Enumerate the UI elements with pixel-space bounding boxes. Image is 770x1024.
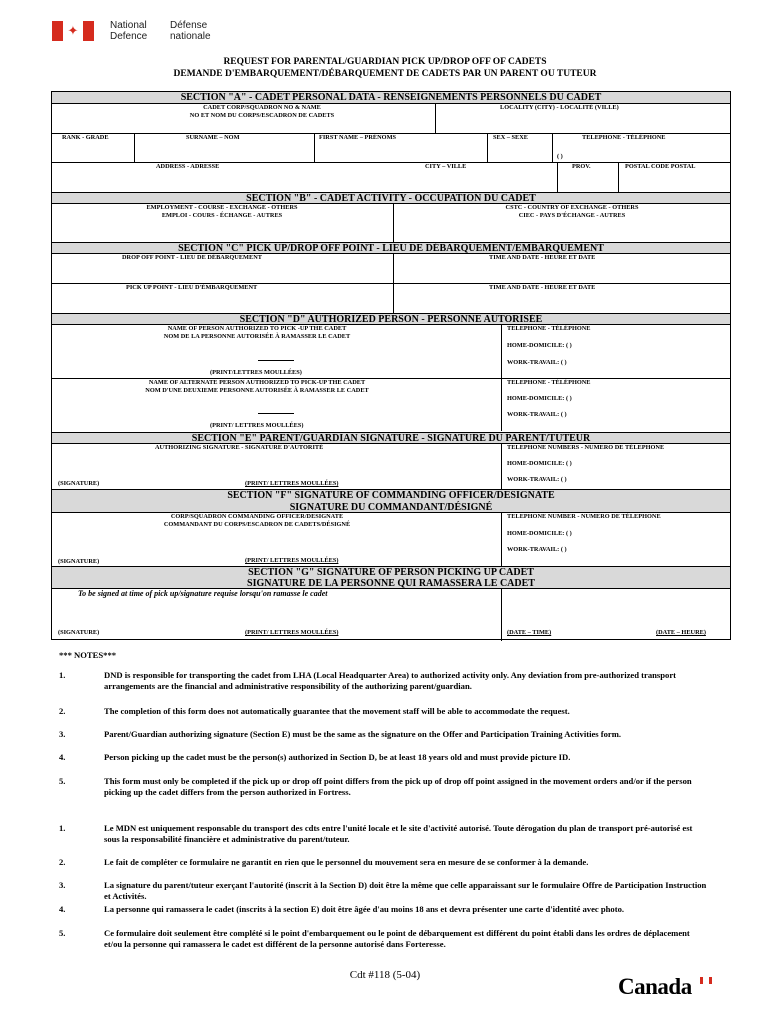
form-title-fr: DEMANDE D'EMBARQUEMENT/DÉBARQUEMENT DE CADETS PAR UN PARENT OU TUTEUR [173, 69, 597, 79]
pick-up-time-label: TIME AND DATE - HEURE ET DATE [489, 284, 596, 291]
parent-signature-label: (SIGNATURE) [58, 480, 100, 487]
pickup-print-label: (PRINT/ LETTRES MOULLÉES) [245, 629, 339, 636]
drop-off-time-label: TIME AND DATE - HEURE ET DATE [489, 254, 596, 261]
alternate-tel-label: TELEPHONE - TÉLÉPHONE [507, 379, 591, 386]
dept-name-fr: Défense nationale [170, 20, 211, 42]
dept-name-en: National Defence [110, 20, 148, 42]
telephone-label: TELEPHONE - TÉLÉPHONE [582, 134, 666, 141]
note-number: 2. [59, 857, 66, 867]
sex-label: SEX – SEXE [493, 134, 528, 141]
rank-label: RANK - GRADE [62, 134, 109, 141]
note-text: Ce formulaire doit seulement être complété si le point d'embarquement ou le point de débarquement est différent du point établi dans les ordres de déplacement et/ou la personne qui ramassera le cadet est différent de la personne autorisé dans Forteresse. [104, 928, 690, 949]
pickup-signature-label: (SIGNATURE) [58, 629, 100, 636]
maple-leaf-icon: ✦ [67, 23, 79, 38]
corp-name-label: CADET CORP/SQUADRON NO & NAME NO ET NOM DU CORPS/ESCADRON DE CADETS [189, 104, 335, 119]
address-label: ADDRESS - ADRESSE [156, 163, 220, 170]
note-text: The completion of this form does not automatically guarantee that the movement staff will be able to accommodate the request. [104, 706, 570, 716]
section-f-heading: SECTION "F" SIGNATURE OF COMMANDING OFFICER/DESIGNATE SIGNATURE DU COMMANDANT/DÉSIGNÉ [52, 489, 730, 513]
note-text: La signature du parent/tuteur exerçant l'autorité (inscrit à la Section D) doit être la même que celle apparaissant sur le formulaire Offre de Participation Instruction et Activités. [104, 880, 707, 901]
alternate-work-label: WORK-TRAVAIL: ( ) [507, 411, 567, 418]
note-number: 2. [59, 706, 66, 716]
authorizing-signature-label: AUTHORIZING SIGNATURE - SIGNATURE D'AUTORITÉ [155, 444, 324, 451]
note-number: 4. [59, 752, 66, 762]
notes-heading: *** NOTES*** [59, 650, 117, 660]
section-g-heading: SECTION "G" SIGNATURE OF PERSON PICKING UP CADET SIGNATURE DE LA PERSONNE QUI RAMASSERA LE CADET [52, 566, 730, 589]
note-number: 1. [59, 670, 66, 680]
locality-label: LOCALITY (CITY) - LOCALITÉ (VILLE) [500, 104, 619, 111]
co-print-label: (PRINT/ LETTRES MOULLÉES) [245, 557, 339, 564]
section-b-heading: SECTION "B" - CADET ACTIVITY - OCCUPATION DU CADET [52, 192, 730, 204]
drop-off-label: DROP OFF POINT - LIEU DE DÉBARQUEMENT [122, 254, 262, 261]
co-signature-label: (SIGNATURE) [58, 558, 100, 565]
canada-flag-icon [52, 21, 94, 41]
surname-label: SURNAME – NOM [186, 134, 240, 141]
parent-tel-label: TELEPHONE NUMBERS - NUMERO DE TÉLEPHONE [507, 444, 665, 451]
alternate-name-label: NAME OF ALTERNATE PERSON AUTHORIZED TO PICK-UP THE CADET NOM D'UNE DEUXIEME PERSONNE AUTORISÉE À RAMASSER LE CADET [145, 379, 369, 394]
first-name-label: FIRST NAME – PRÉNOMS [319, 134, 397, 141]
commanding-officer-label: CORP/SQUADRON COMMANDING OFFICER/DESIGNATE COMMANDANT DU CORPS/ESCADRON DE CADETS/DÉSIGNÉ [163, 513, 351, 528]
section-d-heading: SECTION "D" AUTHORIZED PERSON - PERSONNE AUTORISÉE [52, 313, 730, 325]
form-number: Cdt #118 (5-04) [349, 969, 421, 981]
note-number: 1. [59, 823, 66, 833]
wordmark-flag-icon [700, 977, 712, 984]
print-label-1: (PRINT/LETTRES MOULLÉES) [210, 369, 302, 376]
co-home-label: HOME-DOMICILE: ( ) [507, 530, 572, 537]
note-number: 5. [59, 928, 66, 938]
note-text: La personne qui ramassera le cadet (inscrits à la section E) doit être âgée d'au moins 18 ans et devra présenter une carte d'identité avec photo. [104, 904, 625, 914]
note-text: DND is responsible for transporting the cadet from LHA (Local Headquarter Area) to authorized activity only. Any deviation from pre-authorized transport arrangements are the financial and administrative responsibility of the authorizing parent/guardian. [104, 670, 677, 691]
city-label: CITY – VILLE [425, 163, 467, 170]
note-number: 3. [59, 880, 66, 890]
note-number: 4. [59, 904, 66, 914]
employment-label: EMPLOYMENT - COURSE - EXCHANGE - OTHERS EMPLOI - COURS - ÉCHANGE - AUTRES [146, 204, 298, 219]
note-number: 3. [59, 729, 66, 739]
pickup-date-time-label: (DATE – TIME) [507, 629, 552, 636]
authorized-home-label: HOME-DOMICILE: ( ) [507, 342, 572, 349]
authorized-tel-label: TELEPHONE - TÉLÉPHONE [507, 325, 591, 332]
authorized-work-label: WORK-TRAVAIL: ( ) [507, 359, 567, 366]
pick-up-label: PICK UP POINT - LIEU D'ÉMBARQUEMENT [126, 284, 258, 291]
parent-print-label: (PRINT/ LETTRES MOULLÉES) [245, 480, 339, 487]
prov-label: PROV. [572, 163, 591, 170]
pickup-instruction: To be signed at time of pick up/signature requise lorsqu'on ramasse le cadet [78, 589, 328, 598]
authorized-name-label: NAME OF PERSON AUTHORIZED TO PICK -UP THE CADET NOM DE LA PERSONNE AUTORISÉE À RAMASSER LE CADET [163, 325, 351, 340]
print-label-2: (PRINT/ LETTRES MOULLÉES) [210, 422, 304, 429]
note-text: Person picking up the cadet must be the person(s) authorized in Section D, be at least 18 years old and must provide picture ID. [104, 752, 571, 762]
note-text: This form must only be completed if the pick up or drop off point differs from the pick up of drop off point assigned in the movement orders and/or if the person picking up the cadet differs from the person authorized in Fortress. [104, 776, 692, 797]
form-body [51, 91, 731, 640]
telephone-area-code: ( ) [557, 153, 563, 160]
canada-wordmark: Canada [618, 974, 692, 999]
note-text: Le fait de compléter ce formulaire ne garantit en rien que le personnel du mouvement sera en mesure de se conformer à la demande. [104, 857, 589, 867]
note-number: 5. [59, 776, 66, 786]
parent-home-label: HOME-DOMICILE: ( ) [507, 460, 572, 467]
pickup-date-heure-label: (DATE – HEURE) [656, 629, 706, 636]
section-c-heading: SECTION "C" PICK UP/DROP OFF POINT - LIEU DE DÉBARQUEMENT/EMBARQUEMENT [52, 242, 730, 254]
postal-code-label: POSTAL CODE POSTAL [625, 163, 696, 170]
co-tel-label: TELEPHONE NUMBER - NUMERO DE TÉLEPHONE [507, 513, 661, 520]
section-e-heading: SECTION "E" PARENT/GUARDIAN SIGNATURE - SIGNATURE DU PARENT/TUTEUR [52, 432, 730, 444]
country-label: CSTC - COUNTRY OF EXCHANGE - OTHERS CIEC - PAYS D'ÉCHANGE - AUTRES [505, 204, 639, 219]
alternate-home-label: HOME-DOMICILE: ( ) [507, 395, 572, 402]
section-a-heading: SECTION "A" - CADET PERSONAL DATA - RENSEIGNEMENTS PERSONNELS DU CADET [52, 92, 730, 104]
note-text: Le MDN est uniquement responsable du transport des cdts entre l'unité locale et le site d'activité autorisé. Toute dérogation du plan de transport pré-autorisé est sous la responsabilité financière et administrative du parent/tuteur. [104, 823, 693, 844]
form-title-en: REQUEST FOR PARENTAL/GUARDIAN PICK UP/DROP OFF OF CADETS [223, 57, 547, 67]
note-text: Parent/Guardian authorizing signature (Section E) must be the same as the signature on the Offer and Participation Training Activities form. [104, 729, 622, 739]
co-work-label: WORK-TRAVAIL: ( ) [507, 546, 567, 553]
parent-work-label: WORK-TRAVAIL: ( ) [507, 476, 567, 483]
